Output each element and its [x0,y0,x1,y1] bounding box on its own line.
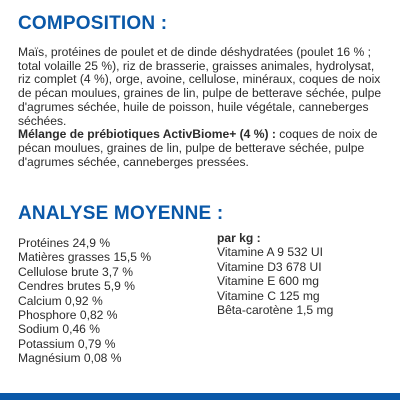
vitamin-e: Vitamine E 600 mg [217,274,319,289]
composition-title: COMPOSITION : [18,13,168,34]
vitamin-list [217,231,333,317]
bottom-accent-bar [0,393,400,400]
nutrient-calcium: Calcium 0,92 % [18,293,103,308]
nutrient-protein: Protéines 24,9 % [18,236,111,250]
vitamin-c: Vitamine C 125 mg [217,288,320,303]
analysis-title: ANALYSE MOYENNE : [18,203,224,224]
vitamin-a: Vitamine A 9 532 UI [217,245,324,260]
nutrient-potassium: Potassium 0,79 % [18,336,116,351]
nutrient-list [18,236,151,366]
vitamin-d3: Vitamine D3 678 UI [217,259,322,274]
prebiotic-label: Mélange de prébiotiques ActivBiome+ (4 %) : [18,127,276,142]
nutrient-magnesium: Magnésium 0,08 % [18,351,122,366]
nutrient-ash: Cendres brutes 5,9 % [18,279,135,294]
beta-carotene: Bêta-carotène 1,5 mg [217,303,334,318]
nutrient-sodium: Sodium 0,46 % [18,322,101,337]
nutrient-phosphorus: Phosphore 0,82 % [18,308,118,323]
composition-text [18,46,388,169]
composition-ingredients: Maïs, protéines de poulet et de dinde déshydratées (poulet 16 % ; total volaille 25 %), riz de brasserie, graisses animales, hydrolysat, riz complet (4 %), orge, avoine, cellulose, minéraux, coques de noix de pécan moulues, graines de lin, pulpe de betterave séchée, pulpe d'agrumes séchée, huile de poisson, huile végétale, canneberges séchées. [18,45,382,128]
nutrient-fat: Matières grasses 15,5 % [18,250,152,265]
prebiotic-ingredients: coques de noix de pécan moulues, graines de lin, pulpe de betterave séchée, pulpe d'agrumes séchée, canneberges pressées. [18,127,378,169]
nutrient-fiber: Cellulose brute 3,7 % [18,264,133,279]
per-kg-label: par kg : [217,231,261,245]
